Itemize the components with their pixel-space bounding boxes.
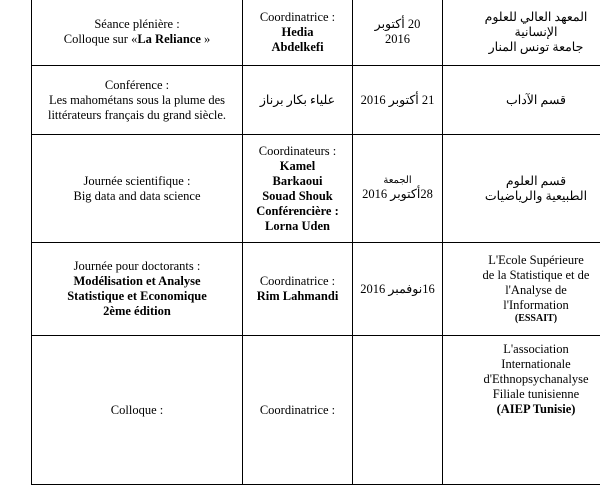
institution-line: قسم الآداب: [447, 93, 600, 108]
institution-line: de la Statistique et de: [447, 268, 600, 283]
table-row: [32, 66, 600, 135]
role-label: Coordinatrice :: [247, 10, 348, 25]
event-title-line: Statistique et Economique: [36, 289, 238, 304]
events-table: [31, 0, 600, 485]
event-title-line: 2ème édition: [36, 304, 238, 319]
person-name: Lorna Uden: [247, 219, 348, 234]
person-name: Rim Lahmandi: [247, 289, 348, 304]
institution-cell: [443, 135, 600, 243]
date-line: 21 أكتوبر 2016: [357, 93, 438, 108]
table-row: [32, 135, 600, 243]
date-line: 20 أكتوبر: [357, 17, 438, 32]
event-title-line: Big data and data science: [36, 189, 238, 204]
person-name: Abdelkefi: [247, 40, 348, 55]
date-line: 2016: [357, 32, 438, 47]
people-cell: [243, 243, 353, 336]
table-row: [32, 243, 600, 336]
institution-line: الطبيعية والرياضيات: [447, 189, 600, 204]
event-type: Colloque :: [36, 403, 238, 418]
institution-line: L'Ecole Supérieure: [447, 253, 600, 268]
date-cell: [353, 135, 443, 243]
role-label: Coordinatrice :: [247, 274, 348, 289]
person-name: علياء بكار برناز: [247, 93, 348, 108]
event-cell: [32, 336, 243, 485]
person-name: Souad Shouk: [247, 189, 348, 204]
institution-line: L'association: [447, 342, 600, 357]
people-cell: [243, 336, 353, 485]
event-type: Journée pour doctorants :: [36, 259, 238, 274]
institution-cell: [443, 66, 600, 135]
institution-line: جامعة تونس المنار: [447, 40, 600, 55]
institution-cell: [443, 0, 600, 66]
date-line: 16نوفمبر 2016: [357, 282, 438, 297]
people-cell: [243, 66, 353, 135]
date-line: الجمعة: [357, 175, 438, 187]
table-row: [32, 0, 600, 66]
table-row: [32, 336, 600, 485]
event-type: Conférence :: [36, 78, 238, 93]
event-title: Colloque sur «La Reliance »: [36, 32, 238, 47]
institution-cell: [443, 243, 600, 336]
institution-line: l'Information: [447, 298, 600, 313]
date-cell: [353, 243, 443, 336]
event-cell: [32, 243, 243, 336]
person-name: Kamel: [247, 159, 348, 174]
event-title-line: Modélisation et Analyse: [36, 274, 238, 289]
event-title-line: Les mahométans sous la plume des: [36, 93, 238, 108]
event-cell: [32, 135, 243, 243]
role-label: Coordinateurs :: [247, 144, 348, 159]
institution-line: قسم العلوم: [447, 174, 600, 189]
people-cell: [243, 0, 353, 66]
date-cell: [353, 66, 443, 135]
institution-abbr: (AIEP Tunisie): [447, 402, 600, 417]
date-line: 28أكتوبر 2016: [357, 187, 438, 202]
date-cell: [353, 336, 443, 485]
person-name: Barkaoui: [247, 174, 348, 189]
event-cell: [32, 0, 243, 66]
institution-line: Internationale: [447, 357, 600, 372]
institution-line: d'Ethnopsychanalyse: [447, 372, 600, 387]
institution-line: Filiale tunisienne: [447, 387, 600, 402]
role-label: Coordinatrice :: [247, 403, 348, 418]
event-title-line: littérateurs français du grand siècle.: [36, 108, 238, 123]
person-name: Hedia: [247, 25, 348, 40]
event-type: Séance plénière :: [36, 17, 238, 32]
event-cell: [32, 66, 243, 135]
institution-line: الإنسانية: [447, 25, 600, 40]
institution-cell: [443, 336, 600, 485]
people-cell: [243, 135, 353, 243]
event-type: Journée scientifique :: [36, 174, 238, 189]
date-cell: [353, 0, 443, 66]
role-label: Conférencière :: [247, 204, 348, 219]
institution-line: l'Analyse de: [447, 283, 600, 298]
institution-abbr: (ESSAIT): [447, 313, 600, 325]
institution-line: المعهد العالي للعلوم: [447, 10, 600, 25]
